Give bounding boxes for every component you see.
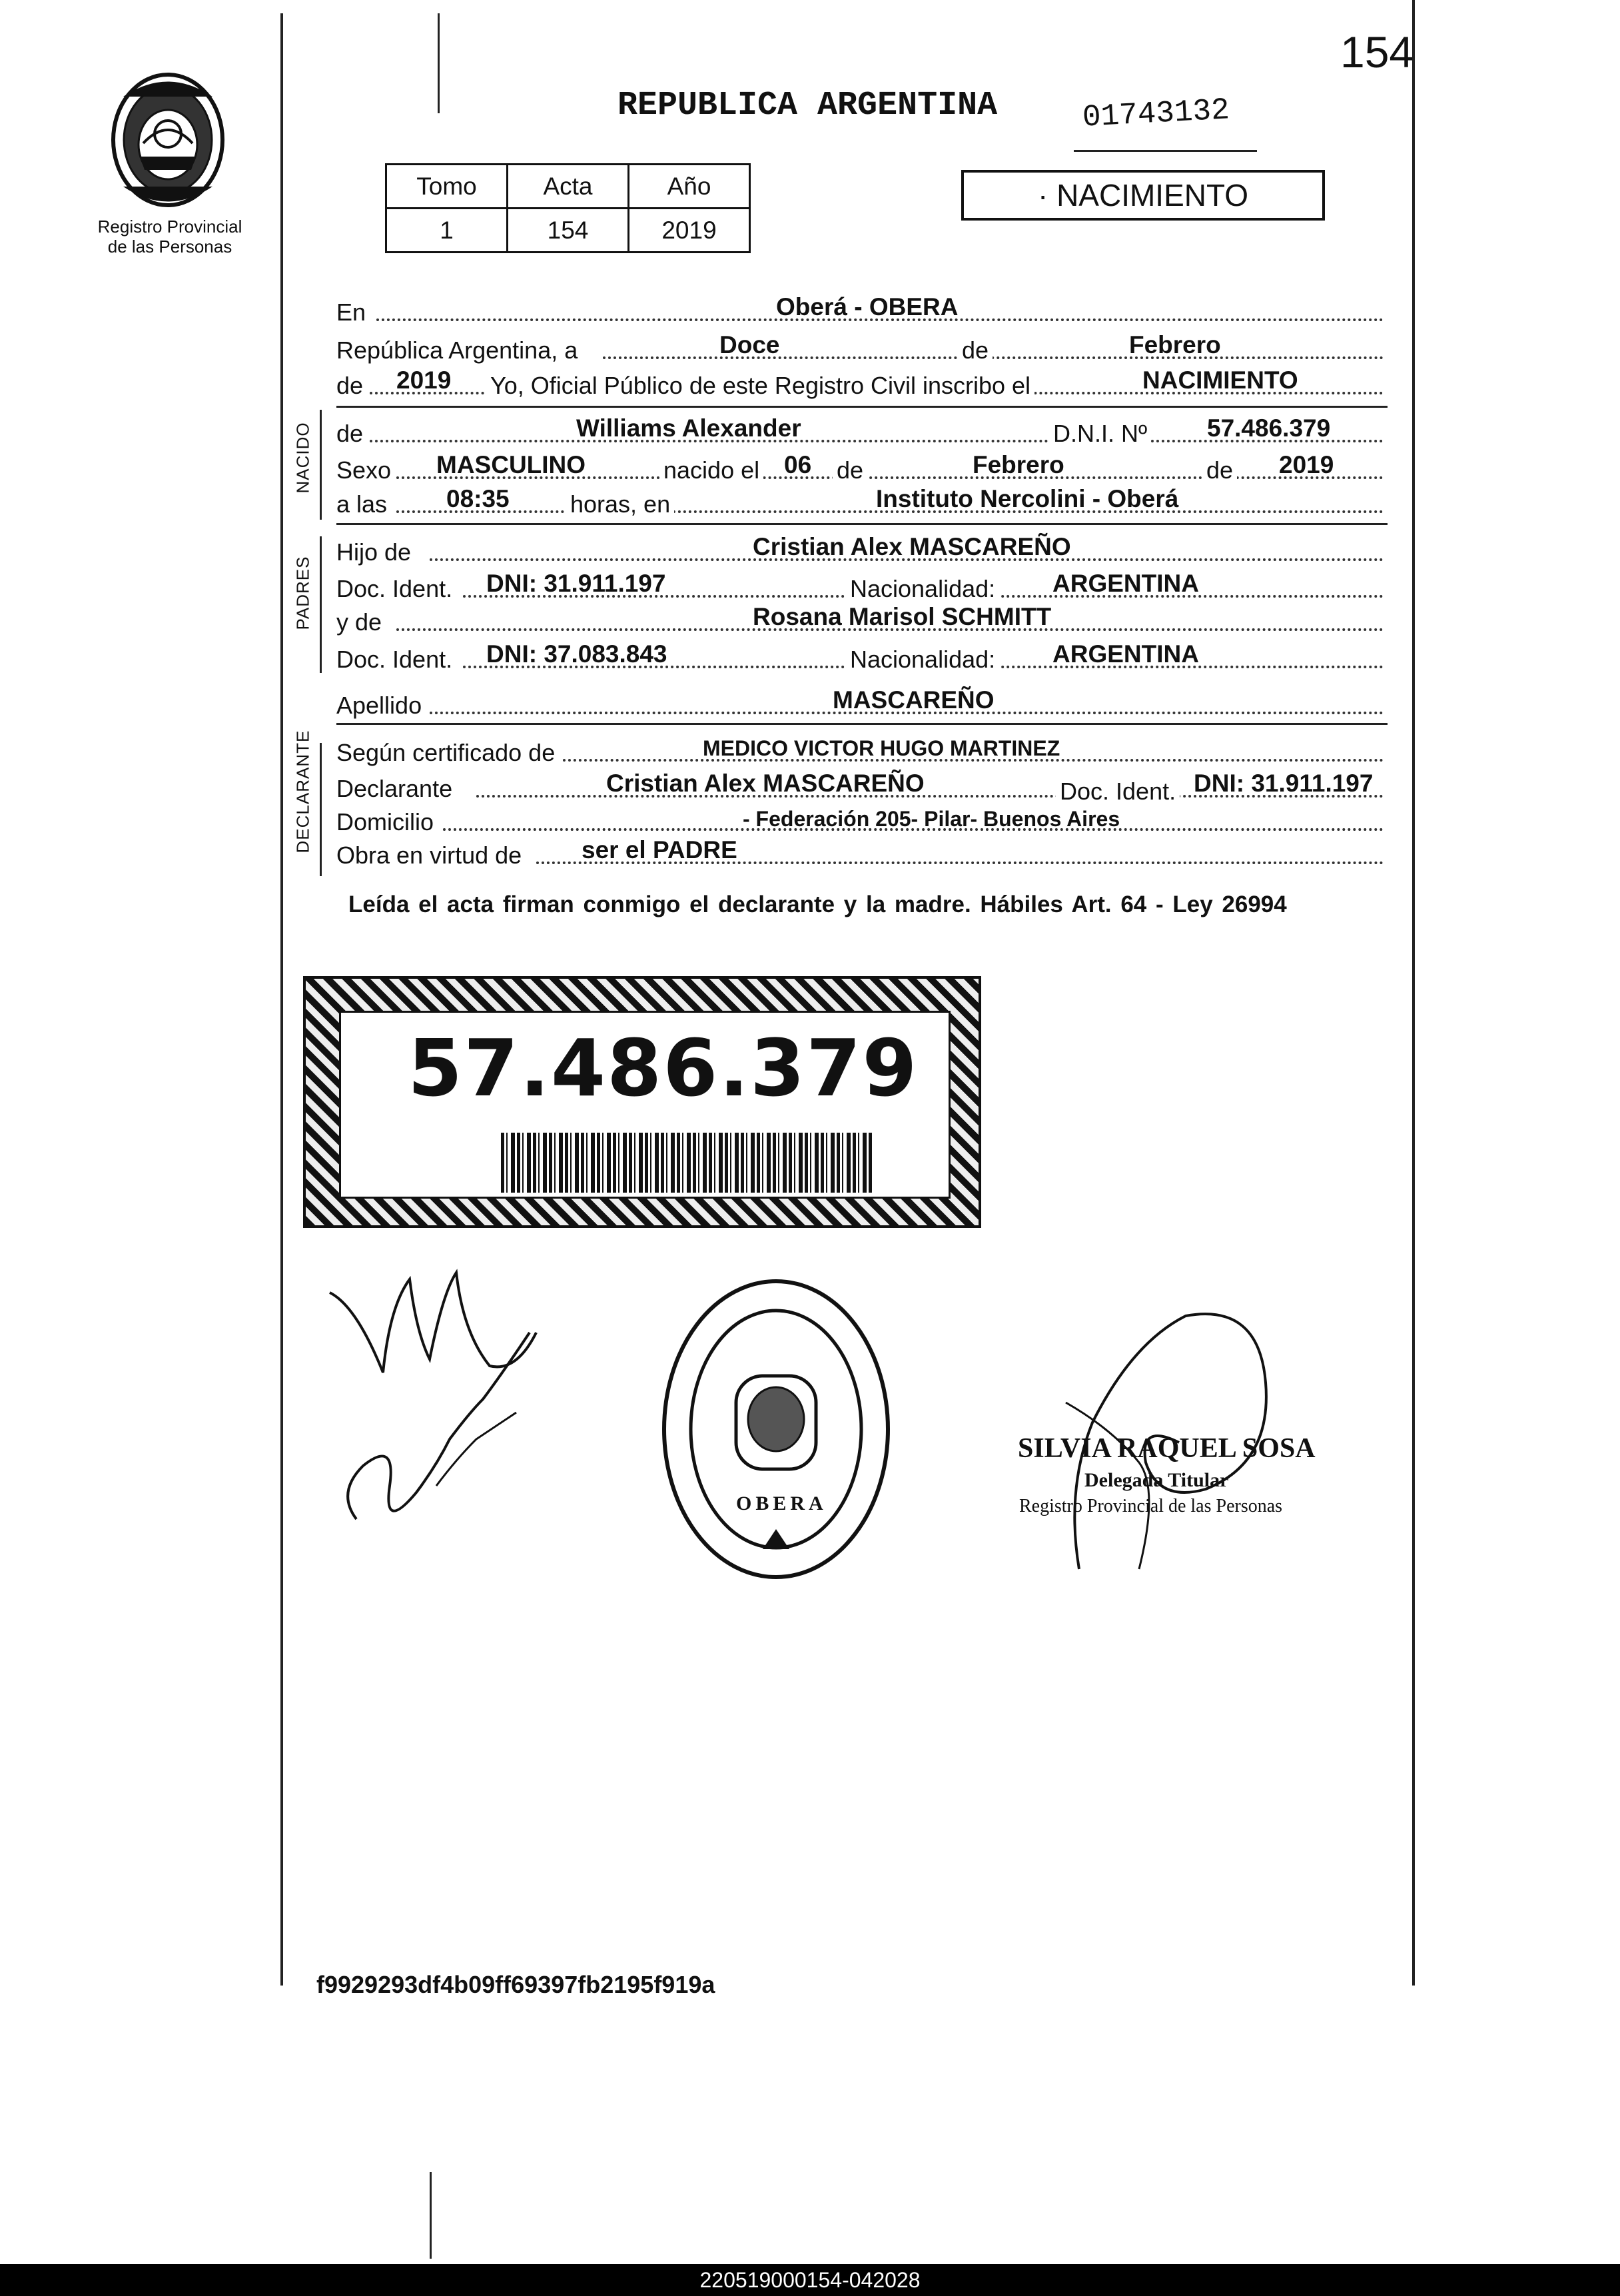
declarante-bracket <box>320 743 322 876</box>
table-cell-acta: 154 <box>508 209 629 253</box>
label-nac2: Nacionalidad: <box>846 646 999 674</box>
label-nacido-de2: de <box>1202 456 1237 484</box>
divider-3 <box>336 723 1388 725</box>
label-yo-text: Yo, Oficial Público de este Registro Civil inscribo el <box>486 372 1034 400</box>
row-segun <box>336 734 1384 770</box>
label-nombre: de <box>336 420 367 448</box>
value-declarante: Cristian Alex MASCAREÑO <box>606 770 925 797</box>
row-hora <box>336 485 1384 521</box>
label-de-month: de <box>958 336 993 364</box>
id-sticker-number: 57.486.379 <box>408 1022 919 1114</box>
stamp-city: OBERA <box>736 1492 827 1514</box>
label-republica: República Argentina, a <box>336 336 582 364</box>
label-yde: y de <box>336 608 386 636</box>
value-nacido-year: 2019 <box>1279 451 1334 478</box>
value-lugar: Instituto Nercolini - Oberá <box>876 485 1179 512</box>
label-nac1: Nacionalidad: <box>846 575 999 603</box>
closing-text: Leída el acta firman conmigo el declarante y la madre. Hábiles Art. 64 - Ley 26994 <box>348 891 1287 917</box>
row-nombre <box>336 414 1384 450</box>
section-label-nacido: NACIDO <box>292 422 313 494</box>
table-header-tomo: Tomo <box>386 165 508 209</box>
value-nombre: Williams Alexander <box>576 414 801 442</box>
value-doc1: DNI: 31.911.197 <box>486 570 666 597</box>
label-horas-en: horas, en <box>566 490 674 518</box>
row-republica <box>336 331 1384 367</box>
value-nac1: ARGENTINA <box>1052 570 1199 597</box>
divider-1 <box>336 406 1388 408</box>
document-title: REPUBLICA ARGENTINA <box>617 87 998 125</box>
value-sexo: MASCULINO <box>436 451 586 478</box>
fold-mark-bottom <box>430 2172 432 2259</box>
value-madre: Rosana Marisol SCHMITT <box>753 603 1052 630</box>
signature-left <box>316 1266 556 1546</box>
value-day: Doce <box>719 331 780 358</box>
official-stamp <box>659 1276 893 1582</box>
table-cell-tomo: 1 <box>386 209 508 253</box>
label-doc2: Doc. Ident. <box>336 646 456 674</box>
label-nacido-de: de <box>833 456 867 484</box>
row-sexo <box>336 451 1384 487</box>
row-doc1 <box>336 570 1384 606</box>
section-label-declarante: DECLARANTE <box>292 730 313 854</box>
province-logo <box>103 70 233 210</box>
record-type-label: · NACIMIENTO <box>1037 178 1249 213</box>
row-yde <box>336 603 1384 639</box>
footer-code: 220519000154-042028 <box>699 2268 921 2292</box>
label-apellido: Apellido <box>336 692 426 720</box>
value-doc3: DNI: 31.911.197 <box>1194 770 1374 797</box>
value-nacido-day: 06 <box>784 451 812 478</box>
value-nac2: ARGENTINA <box>1052 640 1199 668</box>
record-type-box <box>961 170 1325 221</box>
section-label-padres: PADRES <box>292 556 313 630</box>
nacido-bracket <box>320 410 322 520</box>
page-left-border <box>280 13 283 1986</box>
label-doc3: Doc. Ident. <box>1056 778 1180 806</box>
value-segun: MEDICO VICTOR HUGO MARTINEZ <box>703 736 1060 760</box>
value-hora: 08:35 <box>446 485 510 512</box>
id-sticker <box>303 976 981 1228</box>
value-obra: ser el PADRE <box>582 836 737 863</box>
value-en: Oberá - OBERA <box>776 293 959 320</box>
label-segun: Según certificado de <box>336 739 559 767</box>
row-inscribo <box>336 366 1384 402</box>
row-apellido <box>336 686 1384 722</box>
table-header-ano: Año <box>629 165 750 209</box>
label-obra: Obra en virtud de <box>336 842 526 869</box>
label-dni: D.N.I. Nº <box>1049 420 1151 448</box>
label-nacido-el: nacido el <box>659 456 763 484</box>
value-doc2: DNI: 37.083.843 <box>486 640 667 668</box>
id-sticker-panel <box>339 1011 951 1199</box>
value-year: 2019 <box>396 366 452 394</box>
page-right-border <box>1412 0 1415 1986</box>
registry-label-2: de las Personas <box>107 237 232 257</box>
table-header-acta: Acta <box>508 165 629 209</box>
footer-bar <box>0 2264 1620 2296</box>
row-en <box>336 293 1384 329</box>
page-number: 154 <box>1340 27 1414 77</box>
label-declarante: Declarante <box>336 775 456 803</box>
fold-mark-top <box>438 13 440 113</box>
row-declarante <box>336 770 1384 806</box>
label-doc1: Doc. Ident. <box>336 575 456 603</box>
label-sexo: Sexo <box>336 456 395 484</box>
label-hijo: Hijo de <box>336 538 415 566</box>
table-cell-ano: 2019 <box>629 209 750 253</box>
registry-label-1: Registro Provincial <box>97 217 242 237</box>
id-barcode <box>501 1133 874 1193</box>
official-name: SILVIA RAQUEL SOSA <box>1018 1433 1316 1464</box>
document-hash: f9929293df4b09ff69397fb2195f919a <box>316 1971 715 1998</box>
value-padre: Cristian Alex MASCAREÑO <box>753 533 1071 560</box>
serial-number: 01743132 <box>1081 93 1231 135</box>
value-nacido-month: Febrero <box>973 451 1064 478</box>
official-title: Delegada Titular <box>1084 1469 1229 1491</box>
register-table <box>385 163 751 253</box>
row-domicilio <box>336 803 1384 839</box>
label-alas: a las <box>336 490 391 518</box>
value-month: Febrero <box>1129 331 1221 358</box>
row-obra <box>336 836 1384 872</box>
value-apellido: MASCAREÑO <box>833 686 995 714</box>
value-domicilio: - Federación 205- Pilar- Buenos Aires <box>743 807 1120 831</box>
serial-underline <box>1074 150 1257 152</box>
row-hijo <box>336 533 1384 569</box>
label-domicilio: Domicilio <box>336 808 438 836</box>
label-de-year: de <box>336 372 367 400</box>
official-office: Registro Provincial de las Personas <box>1019 1496 1283 1516</box>
label-en: En <box>336 298 370 326</box>
value-inscribo: NACIMIENTO <box>1142 366 1298 394</box>
row-doc2 <box>336 640 1384 676</box>
padres-bracket <box>320 536 322 673</box>
divider-2 <box>336 523 1388 525</box>
value-dni: 57.486.379 <box>1207 414 1331 442</box>
